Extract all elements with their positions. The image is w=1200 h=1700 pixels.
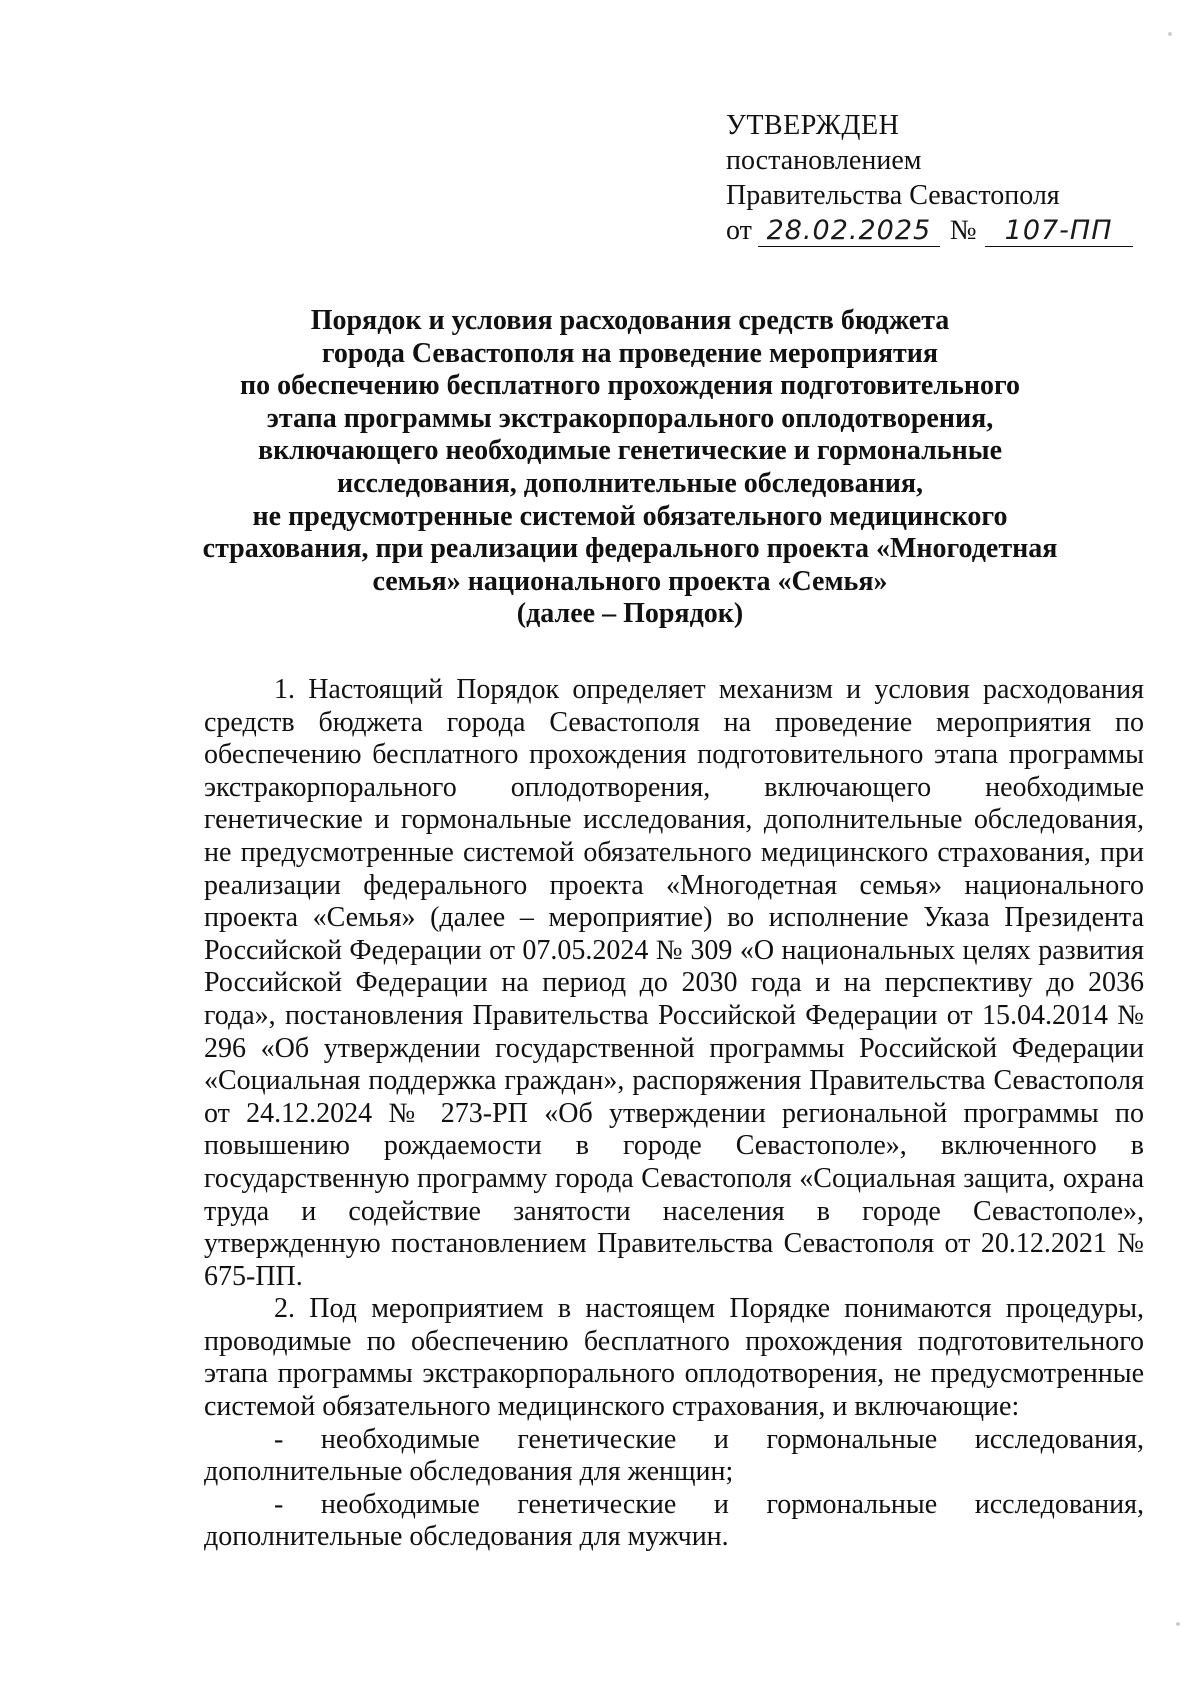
paragraph-1: 1. Настоящий Порядок определяет механизм и условия расходования средств бюджета города Севастополя на проведение мероприятия по обеспечению бесплатного прохождения подготовительного этапа программы экстракорпорального оплодотворения, включающего необходимые генетические и гормональные исследования, дополнительные обследования, не предусмотренные системой обязательного медицинского страхования, при реализации федерального проекта «Многодетная семья» национального проекта «Семья» (далее – мероприятие) во исполнение Указа Президента Российской Федерации от 07.05.2024 № 309 «О национальных целях развития Российской Федерации на период до 2030 года и на перспективу до 2036 года», постановления Правительства Российской Федерации от 15.04.2014 № 296 «Об утверждении государственной программы Российской Федерации «Социальная поддержка граждан», распоряжения Правительства Севастополя от 24.12.2024 № 273-РП «Об утверждении региональной программы по повышению рождаемости в городе Севастополе», включенного в государственную программу города Севастополя «Социальная защита, охрана труда и содействие занятости населения в городе Севастополе», утвержденную постановлением Правительства Севастополя от 20.12.2021 № 675-ПП. [204,674,1144,1292]
paragraph-2: 2. Под мероприятием в настоящем Порядке понимаются процедуры, проводимые по обеспечению бесплатного прохождения подготовительного этапа программы экстракорпорального оплодотворения, не предусмотренные системой обязательного медицинского страхования, и включающие: [204,1293,1144,1423]
document-title [150,305,1110,631]
title-line: этапа программы экстракорпорального оплодотворения, [266,402,994,434]
title-line: Порядок и условия расходования средств бюджета [310,305,950,336]
document-body [204,674,1144,1554]
title-line: города Севастополя на проведение мероприятия [321,337,939,369]
list-item-men: - необходимые генетические и гормональные исследования, дополнительные обследования для мужчин. [204,1488,1144,1553]
date-prefix: от [726,215,752,246]
approval-line-government: Правительства Севастополя [726,180,1060,211]
title-line: не предусмотренные системой обязательного медицинского [252,500,1008,532]
approval-line-decree: постановлением [726,145,922,176]
title-line: исследования, дополнительные обследования, [337,467,923,499]
approval-status: УТВЕРЖДЕН [726,110,900,141]
scan-speck [1176,1622,1180,1626]
number-prefix: № [949,215,977,246]
scan-speck [1168,32,1172,36]
title-line: по обеспечению бесплатного прохождения подготовительного [239,370,1021,402]
title-line: семья» национального проекта «Семья» [372,565,888,597]
title-line: включающего необходимые генетические и гормональные [257,435,1003,467]
approval-block [726,108,1126,248]
title-line: (далее – Порядок) [516,598,744,630]
handwritten-number: 107-ПП [985,216,1133,247]
title-line: страхования, при реализации федерального проекта «Многодетная [202,533,1058,565]
approval-date-line [726,213,1126,248]
list-item-women: - необходимые генетические и гормональные исследования, дополнительные обследования для женщин; [204,1423,1144,1488]
handwritten-date: 28.02.2025 [758,216,940,247]
